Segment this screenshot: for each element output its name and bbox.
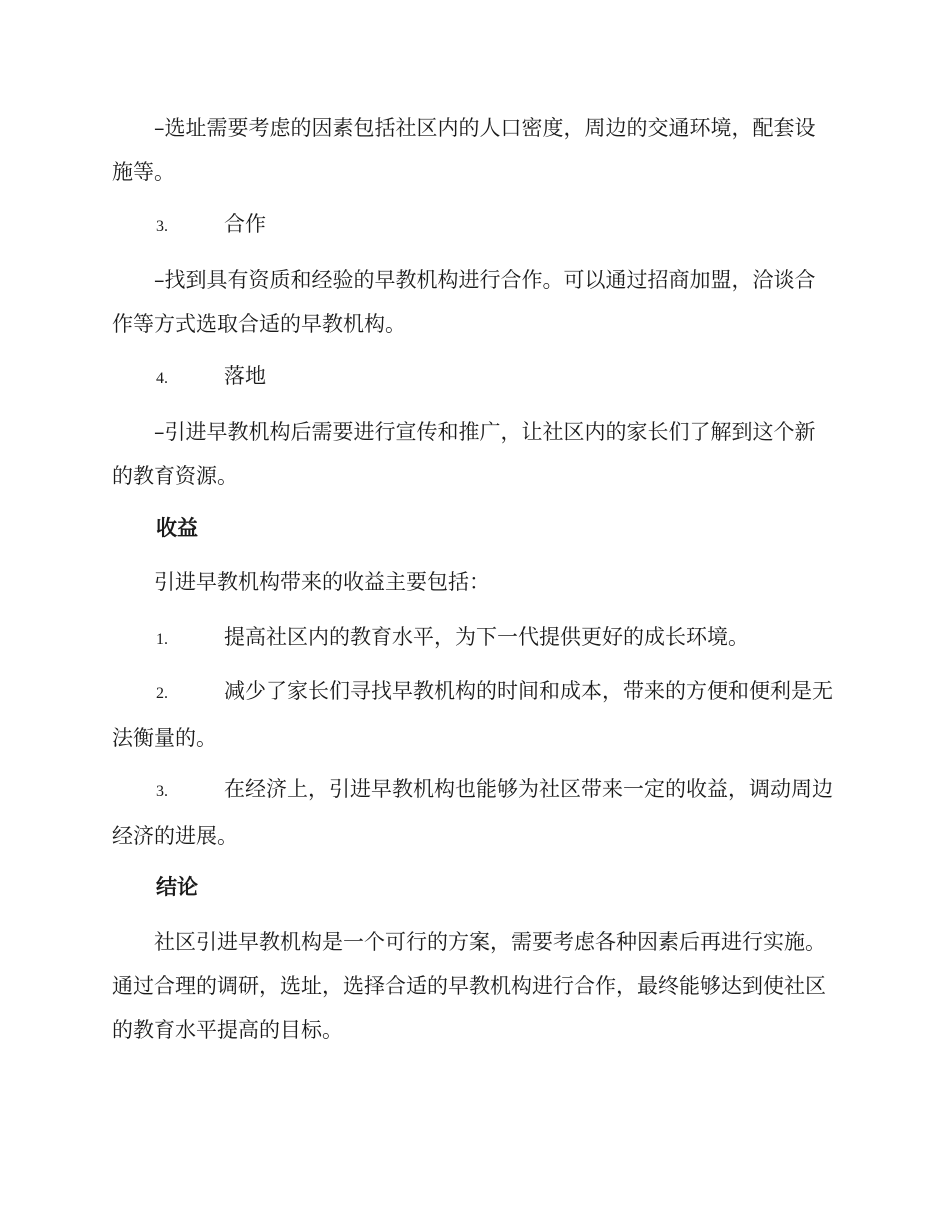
benefit-text: 在经济上，引进早教机构也能够为社区带来一定的收益，调动周边经济的进展。 xyxy=(112,777,833,848)
cooperation-step xyxy=(112,202,834,249)
benefit-item xyxy=(112,669,834,760)
benefits-intro: 引进早教机构带来的收益主要包括： xyxy=(154,570,490,594)
landing-step xyxy=(112,354,834,401)
conclusion-heading: 结论 xyxy=(156,875,198,899)
site-selection-bullet: –选址需要考虑的因素包括社区内的人口密度，周边的交通环境，配套设施等。 xyxy=(112,116,816,184)
conclusion-text: 社区引进早教机构是一个可行的方案，需要考虑各种因素后再进行实施。通过合理的调研，选址，选择合适的早教机构进行合作，最终能够达到使社区的教育水平提高的目标。 xyxy=(112,930,826,1042)
benefit-text: 提高社区内的教育水平，为下一代提供更好的成长环境。 xyxy=(224,625,749,649)
landing-bullet: –引进早教机构后需要进行宣传和推广，让社区内的家长们了解到这个新的教育资源。 xyxy=(112,420,816,488)
cooperation-bullet: –找到具有资质和经验的早教机构进行合作。可以通过招商加盟，洽谈合作等方式选取合适的早教机构。 xyxy=(112,268,816,336)
benefit-item xyxy=(112,767,834,858)
step-number: 4. xyxy=(156,370,168,387)
benefit-number: 2. xyxy=(156,685,168,702)
benefit-number: 3. xyxy=(156,783,168,800)
step-title: 合作 xyxy=(224,212,266,236)
step-number: 3. xyxy=(156,218,168,235)
benefit-number: 1. xyxy=(156,631,168,648)
step-title: 落地 xyxy=(224,364,266,388)
benefit-text: 减少了家长们寻找早教机构的时间和成本，带来的方便和便利是无法衡量的。 xyxy=(112,679,833,750)
benefit-item xyxy=(112,615,834,662)
benefits-heading: 收益 xyxy=(156,516,198,540)
